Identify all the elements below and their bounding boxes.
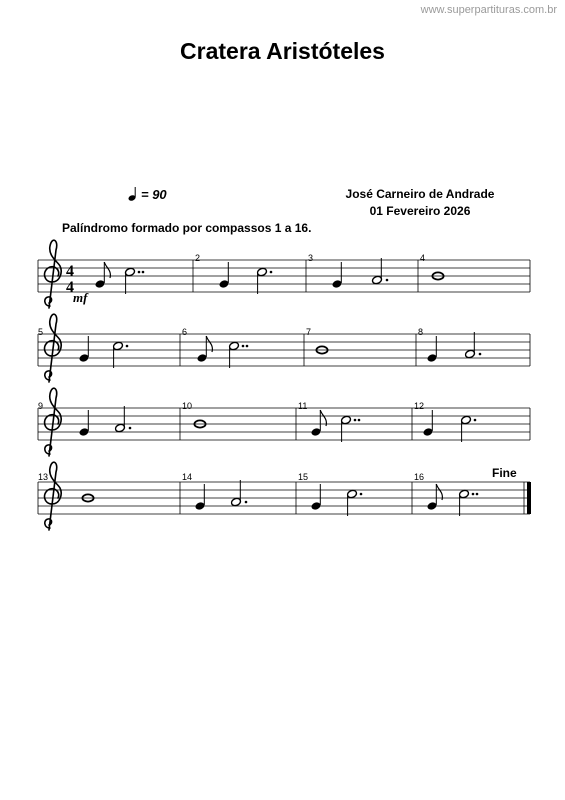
note-m14-a-dotted-half bbox=[231, 480, 248, 507]
measure-number: 3 bbox=[308, 253, 314, 263]
note-m16-c-dotted-half bbox=[459, 489, 479, 516]
final-barline bbox=[527, 482, 531, 514]
note-m5-g-quarter bbox=[79, 336, 90, 363]
staff-system-1 bbox=[38, 240, 530, 308]
note-m8-g-quarter bbox=[427, 336, 438, 363]
measure-number: 15 bbox=[298, 472, 309, 482]
measure-number: 9 bbox=[38, 401, 44, 411]
note-m2-c-dotted-half bbox=[257, 267, 273, 294]
time-signature-bottom: 4 bbox=[66, 279, 74, 296]
note-m14-g-quarter bbox=[195, 484, 206, 511]
tempo-value: = 90 bbox=[141, 186, 167, 202]
time-signature-top: 4 bbox=[66, 263, 74, 280]
measure-number: 16 bbox=[414, 472, 425, 482]
composition-date: 01 Fevereiro 2026 bbox=[369, 204, 471, 218]
treble-clef-icon bbox=[45, 388, 62, 456]
note-m12-c-dotted-half bbox=[461, 415, 477, 442]
measure-number: 8 bbox=[418, 327, 424, 337]
site-url: www.superpartituras.com.br bbox=[420, 4, 557, 16]
dynamic-marking: mf bbox=[73, 290, 88, 305]
note-m12-g-quarter bbox=[423, 410, 434, 437]
treble-clef-icon bbox=[45, 314, 62, 382]
measure-number: 4 bbox=[420, 253, 426, 263]
note-m6-g-eighth bbox=[197, 336, 213, 363]
note-m9-a-dotted-half bbox=[115, 406, 132, 433]
measure-number: 7 bbox=[306, 327, 312, 337]
measure-number: 14 bbox=[182, 472, 193, 482]
measure-number: 5 bbox=[38, 327, 44, 337]
note-m9-g-quarter bbox=[79, 410, 90, 437]
note-m3-g-quarter bbox=[332, 262, 343, 289]
note-m3-a-dotted-half bbox=[372, 258, 389, 285]
note-m16-g-eighth bbox=[427, 484, 443, 511]
note-m15-c-dotted-half bbox=[347, 489, 363, 516]
note-m6-c-dotted-half bbox=[229, 341, 249, 368]
measure-number: 11 bbox=[298, 401, 308, 411]
measure-number: 12 bbox=[414, 401, 425, 411]
measure-number: 6 bbox=[182, 327, 188, 337]
score-title: Cratera Aristóteles bbox=[180, 38, 385, 64]
staff-system-2 bbox=[38, 314, 530, 382]
note-m8-a-dotted-half bbox=[465, 332, 482, 359]
measure-number: 10 bbox=[182, 401, 193, 411]
staff-system-3 bbox=[38, 388, 530, 456]
note-m1-g-eighth bbox=[95, 262, 111, 289]
note-m5-c-dotted-half bbox=[113, 341, 129, 368]
note-m15-g-quarter bbox=[311, 484, 322, 511]
treble-clef-icon bbox=[45, 240, 62, 308]
note-m2-g-quarter bbox=[219, 262, 230, 289]
performance-note: Palíndromo formado por compassos 1 a 16. bbox=[62, 221, 312, 235]
composer-name: José Carneiro de Andrade bbox=[345, 187, 495, 201]
measure-number: 2 bbox=[195, 253, 201, 263]
measure-number: 13 bbox=[38, 472, 49, 482]
fine-marking: Fine bbox=[492, 466, 517, 480]
measure-numbers bbox=[38, 253, 425, 482]
note-m11-c-dotted-half bbox=[341, 415, 361, 442]
staff-system-4 bbox=[38, 462, 531, 530]
note-m11-g-eighth bbox=[311, 410, 327, 437]
note-m1-c-dotted-half bbox=[125, 267, 145, 294]
